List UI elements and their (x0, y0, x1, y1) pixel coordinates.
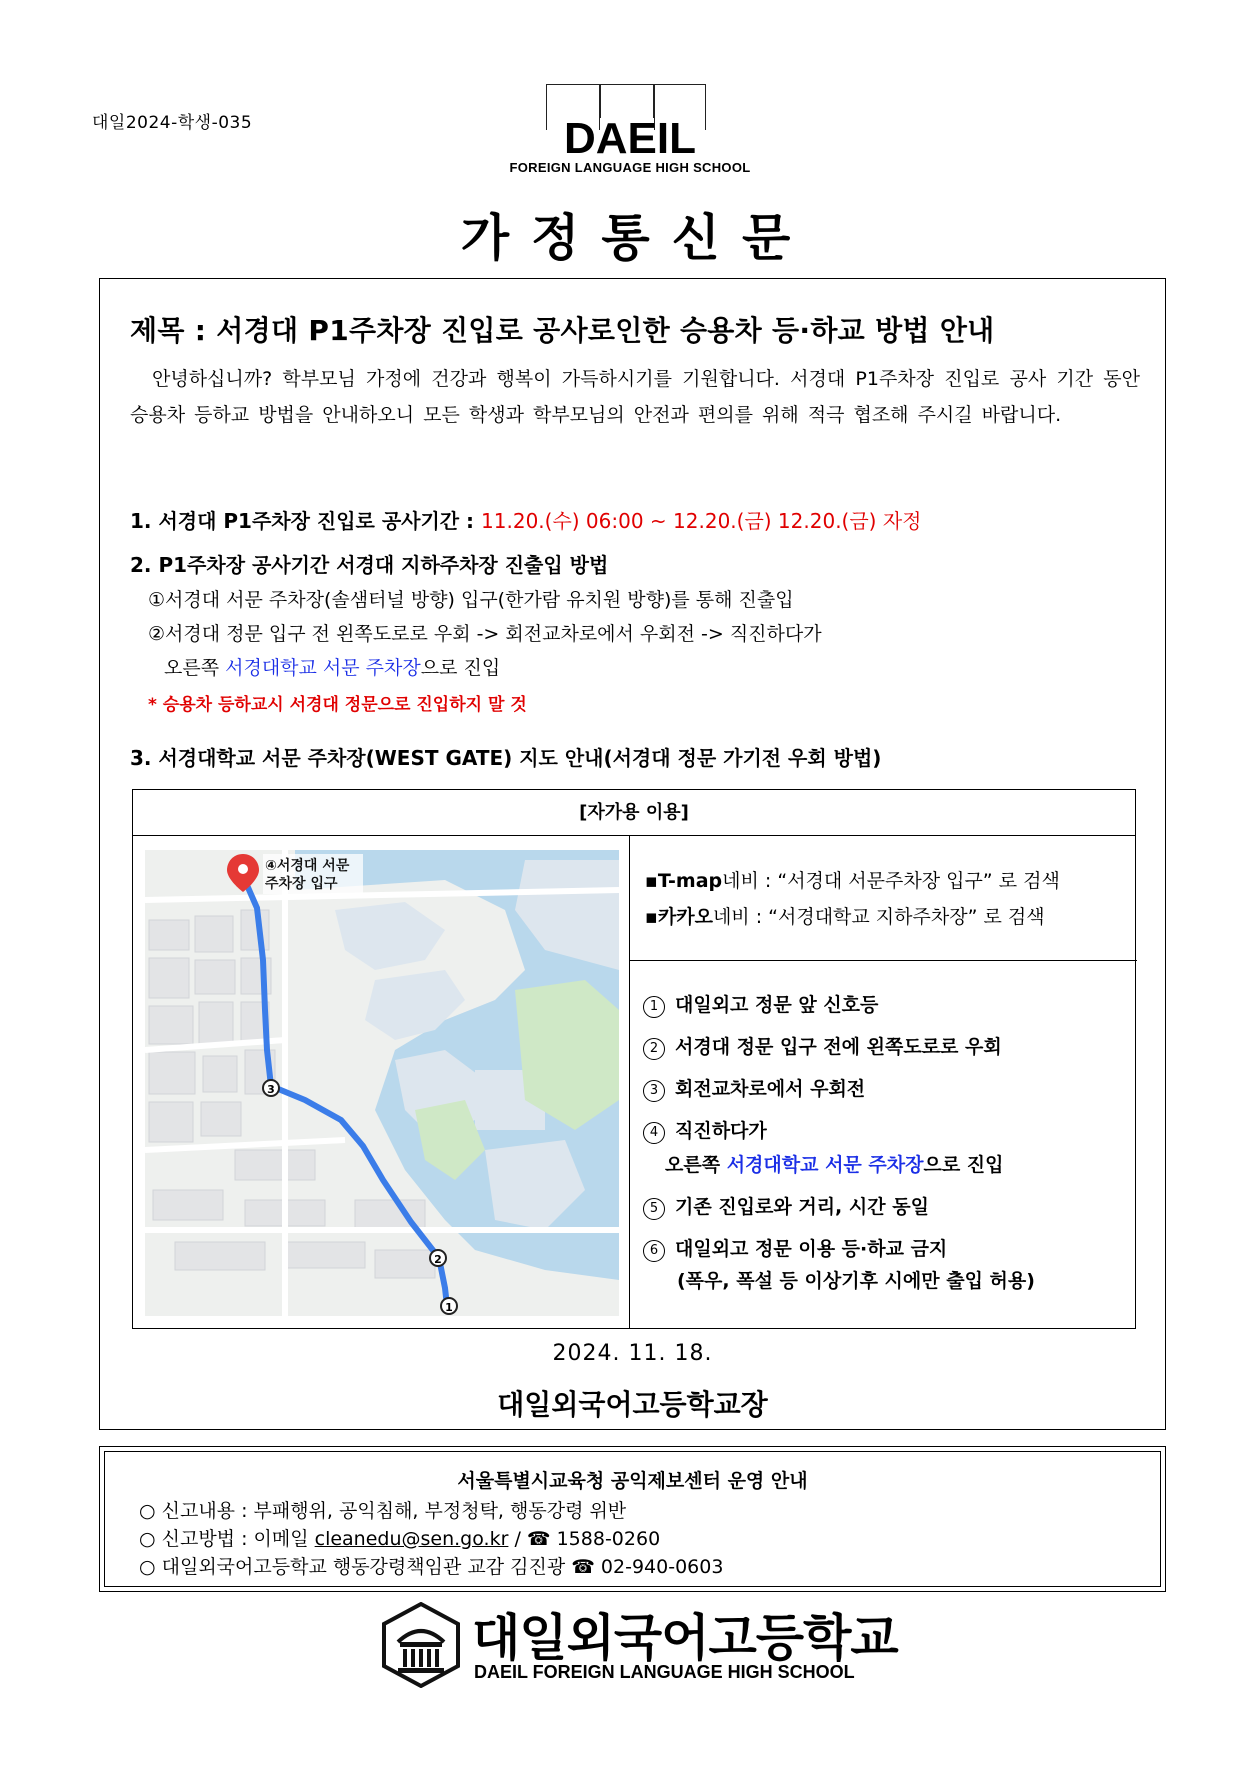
daeil-top-logo (500, 84, 760, 176)
route-step-3 (643, 1074, 865, 1102)
tmap-search-text: 네비 : “서경대 서문주차장 입구” 로 검색 (722, 870, 1060, 892)
map-guide-table (132, 789, 1136, 1329)
school-emblem-icon (378, 1602, 464, 1688)
step-4-cont-post: 으로 진입 (923, 1154, 1004, 1176)
step-number: 1 (643, 996, 665, 1018)
report-title: 서울특별시교육청 공익제보센터 운영 안내 (457, 1470, 808, 1492)
report-content-line: ○ 신고내용 : 부패행위, 공익침해, 부정청탁, 행동강령 위반 (139, 1500, 627, 1522)
item-2-cont-pre: 오른쪽 (164, 657, 226, 679)
step-text: 대일외고 정문 앞 신호등 (675, 994, 879, 1016)
page-title: 가정통신문 (460, 209, 813, 267)
section-3-title: 3. 서경대학교 서문 주차장(WEST GATE) 지도 안내(서경대 정문 가기전 우회 방법) (130, 746, 882, 770)
route-step-4-cont (665, 1150, 1004, 1177)
step-4-cont-pre: 오른쪽 (665, 1154, 727, 1176)
item-2-cont-post: 으로 진입 (420, 657, 501, 679)
section-1-period: 11.20.(수) 06:00 ~ 12.20.(금) 12.20.(금) 자정 (481, 509, 922, 533)
section-2-item-2: ②서경대 정문 입구 전 왼쪽도로로 우회 -> 회전교차로에서 우회전 -> 직진하다가 (148, 623, 822, 645)
report-email-link[interactable]: cleanedu@sen.go.kr (314, 1528, 509, 1550)
report-method-label: ○ 신고방법 : 이메일 (139, 1528, 315, 1550)
school-name-english: DAEIL FOREIGN LANGUAGE HIGH SCHOOL (474, 1662, 855, 1682)
step-number: 4 (643, 1122, 665, 1144)
principal-signature: 대일외국어고등학교장 (497, 1388, 768, 1421)
document-number: 대일2024-학생-035 (92, 113, 253, 133)
school-name-korean: 대일외국어고등학교 (472, 1609, 898, 1667)
route-marker-3: 3 (267, 1083, 275, 1096)
pin-label-line-2: 주차장 입구 (265, 876, 338, 892)
step-4-west-gate-highlight: 서경대학교 서문 주차장 (726, 1154, 924, 1176)
route-step-1 (643, 990, 878, 1018)
kakao-search-text: 네비 : “서경대학교 지하주차장” 로 검색 (712, 906, 1045, 928)
report-phone: / ☎ 1588-0260 (508, 1528, 661, 1550)
step-text: 직진하다가 (675, 1120, 767, 1142)
whistleblower-inner-frame (104, 1451, 1161, 1587)
section-2-title: 2. P1주차장 공사기간 서경대 지하주차장 진출입 방법 (130, 553, 609, 577)
route-map-svg (145, 850, 619, 1316)
logo-wordmark: DAEIL (564, 114, 696, 163)
route-step-6-cont: (폭우, 폭설 등 이상기후 시에만 출입 허용) (677, 1270, 1035, 1292)
route-marker-1: 1 (445, 1301, 453, 1314)
kakao-label: ▪카카오 (645, 906, 713, 928)
step-number: 2 (643, 1038, 665, 1060)
kakao-nav-instruction (645, 902, 1045, 929)
step-number: 6 (643, 1240, 665, 1262)
step-text: 대일외고 정문 이용 등·하교 금지 (675, 1238, 948, 1260)
section-2-item-1: ①서경대 서문 주차장(솔샘터널 방향) 입구(한가람 유치원 방향)를 통해 진출입 (148, 589, 794, 611)
route-step-6 (643, 1234, 947, 1262)
route-marker-2: 2 (434, 1253, 442, 1266)
report-officer-line: ○ 대일외국어고등학교 행동강령책임관 교감 김진광 ☎ 02-940-0603 (139, 1556, 724, 1578)
school-footer-logo (378, 1598, 898, 1694)
notice-body (99, 278, 1166, 1430)
tmap-nav-instruction (645, 866, 1060, 893)
route-step-4 (643, 1116, 767, 1144)
logo-subtitle: FOREIGN LANGUAGE HIGH SCHOOL (509, 160, 751, 175)
tmap-label: ▪T-map (645, 870, 723, 892)
route-map (145, 850, 619, 1316)
warning-note: * 승용차 등하교시 서경대 정문으로 진입하지 말 것 (148, 695, 527, 715)
route-step-5 (643, 1192, 929, 1220)
section-2-item-2-cont (164, 653, 500, 680)
step-text: 회전교차로에서 우회전 (675, 1078, 866, 1100)
section-1-label: 1. 서경대 P1주차장 진입로 공사기간 : (130, 509, 482, 533)
pin-label-line-1: ④서경대 서문 (265, 858, 350, 874)
step-text: 서경대 정문 입구 전에 왼쪽도로로 우회 (675, 1036, 1002, 1058)
route-step-2 (643, 1032, 1002, 1060)
notice-subject: 제목 : 서경대 P1주차장 진입로 공사로인한 승용차 등·하교 방법 안내 (130, 314, 995, 347)
step-number: 3 (643, 1080, 665, 1102)
table-header: [자가용 이용] (133, 790, 1135, 836)
notice-date: 2024. 11. 18. (552, 1341, 713, 1366)
section-1-construction-period (130, 505, 921, 534)
step-number: 5 (643, 1198, 665, 1220)
intro-paragraph: 안녕하십니까? 학부모님 가정에 건강과 행복이 가득하시기를 기원합니다. 서경대 P1주차장 진입로 공사 기간 동안 승용차 등하교 방법을 안내하오니 모든 학생과 학부모님의 안전과 편의를 위해 적극 협조해 주시길 바랍니다. (130, 368, 1140, 426)
west-gate-parking-highlight: 서경대학교 서문 주차장 (225, 657, 421, 679)
table-divider-horizontal (629, 960, 1137, 961)
whistleblower-info-box (99, 1446, 1166, 1592)
report-method-line (139, 1524, 660, 1551)
table-divider-vertical (629, 836, 630, 1329)
step-text: 기존 진입로와 거리, 시간 동일 (675, 1196, 929, 1218)
